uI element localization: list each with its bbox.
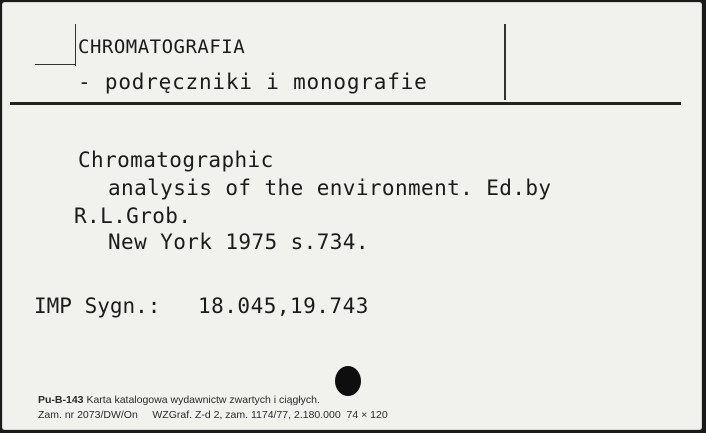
entry-line-1: Chromatographic xyxy=(78,148,274,172)
entry-line-4: New York 1975 s.734. xyxy=(108,230,369,254)
blank-underline xyxy=(35,64,75,65)
footer-line-2: Zam. nr 2073/DW/On WZGraf. Z-d 2, zam. 1174/77, 2.180.000 74 × 120 xyxy=(38,409,388,421)
footer-line-1 xyxy=(38,394,320,406)
footer-form-title: Karta katalogowa wydawnictw zwartych i ciągłych. xyxy=(86,394,320,406)
subject-subheading: - podręczniki i monografie xyxy=(78,70,428,94)
entry-line-2: analysis of the environment. Ed.by xyxy=(108,176,552,200)
header-right-bar xyxy=(504,24,506,100)
header-rule xyxy=(10,102,681,105)
header-left-bar xyxy=(75,24,76,66)
footer-form-code: Pu-B-143 xyxy=(38,394,84,406)
catalog-card xyxy=(2,2,702,430)
signature-label: IMP Sygn.: xyxy=(34,294,161,318)
punch-hole xyxy=(335,366,361,396)
signature-value: 18.045,19.743 xyxy=(198,294,369,318)
entry-line-3: R.L.Grob. xyxy=(74,204,192,228)
subject-heading: CHROMATOGRAFIA xyxy=(78,36,246,58)
